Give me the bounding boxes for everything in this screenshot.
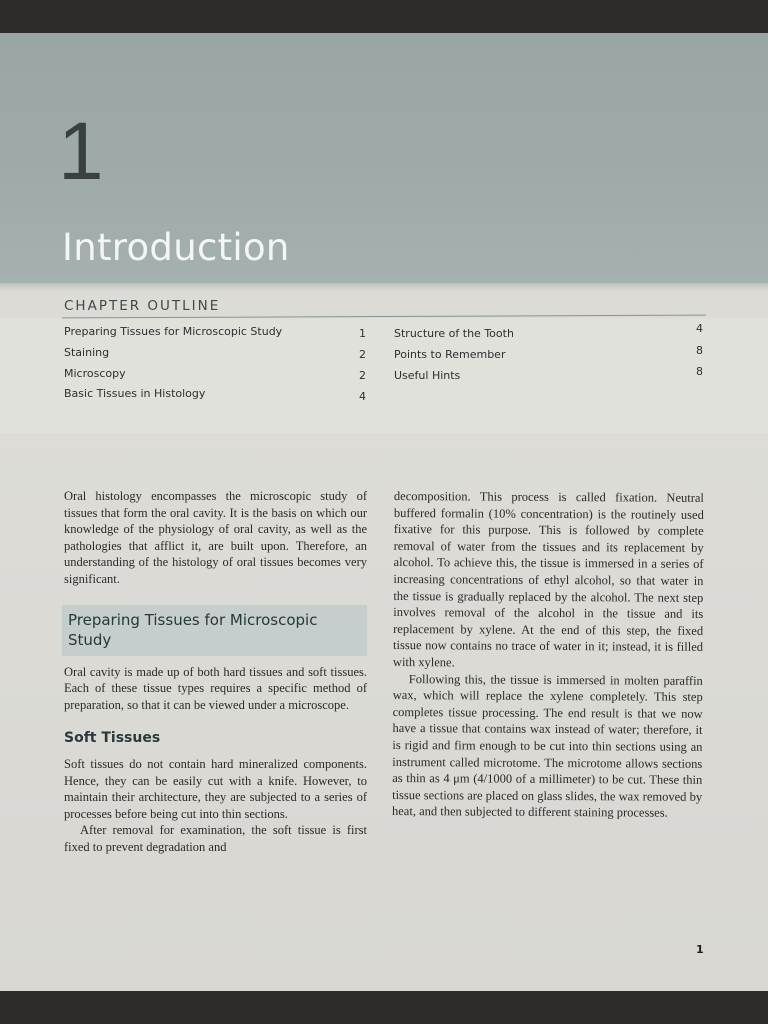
toc-item: Microscopy: [64, 367, 126, 380]
toc-page: 2: [359, 348, 366, 361]
book-page: [0, 33, 768, 991]
toc-item: Basic Tissues in Histology: [64, 387, 206, 400]
body-column-left: [64, 488, 367, 856]
page-number: 1: [696, 943, 704, 956]
toc-page: 8: [696, 365, 703, 378]
subsection-heading: Soft Tissues: [64, 730, 161, 747]
body-column-right: [392, 488, 704, 822]
soft-tissues-paragraph-2: After removal for examination, the soft tissue is first fixed to prevent degradation and: [64, 823, 367, 854]
chapter-title: Introduction: [62, 226, 290, 269]
section-paragraph: Oral cavity is made up of both hard tissues and soft tissues. Each of these tissue types requires a specific method of preparation, so that it can be viewed under a microscope.: [64, 664, 367, 712]
intro-paragraph: Oral histology encompasses the microscopic study of tissues that form the oral cavity. It is the basis on which our knowledge of the physiology of oral cavity, as well as the pathologies that afflict it, are built upon. Therefore, an understanding of the histology of oral tissues becomes very significant.: [64, 489, 367, 586]
paraffin-paragraph: Following this, the tissue is immersed in molten paraffin wax, which will replace the xylene completely. This step completes tissue processing. The end result is that we now have a tissue that contains wax instead of water; therefore, it is rigid and firm enough to be cut into thin sections using an instrument called microtome. The microtome allows sections as thin as 4 μm (4/1000 of a millimeter) to be cut. These thin tissue sections are placed on glass slides, the wax removed by heat, and then subjected to different staining processes.: [391, 671, 703, 820]
chapter-number: 1: [58, 106, 104, 197]
fixation-paragraph: decomposition. This process is called fixation. Neutral buffered formalin (10% concentration) is the routinely used fixative for this purpose. This is followed by complete removal of water from the tissues and its replacement by alcohol. To achieve this, the tissue is immersed in a series of increasing concentrations of ethyl alcohol, so that water in the tissue is gradually replaced by the alcohol. The next step involves removal of the alcohol in the tissue and its replacement by xylene. At the end of this step, the fixed tissue now contains no trace of water in it; instead, it is filled with xylene.: [392, 488, 704, 670]
toc-page: 4: [696, 322, 703, 335]
toc-item: Useful Hints: [394, 369, 461, 382]
toc-page: 1: [359, 327, 366, 340]
chapter-header-band: [0, 33, 768, 283]
chapter-outline-heading: CHAPTER OUTLINE: [64, 298, 221, 314]
toc-page: 8: [696, 344, 703, 357]
toc-item: Staining: [64, 346, 110, 359]
toc-item: Preparing Tissues for Microscopic Study: [64, 325, 283, 338]
section-heading: Preparing Tissues for Microscopic Study: [62, 605, 367, 656]
toc-item: Points to Remember: [394, 348, 506, 361]
toc-page: 2: [359, 369, 366, 382]
toc-page: 4: [359, 390, 366, 403]
toc-item: Structure of the Tooth: [394, 327, 514, 340]
soft-tissues-paragraph: Soft tissues do not contain hard mineralized components. Hence, they can be easily cut with a knife. However, to maintain their architecture, they are subjected to a series of processes before being cut into thin sections.: [64, 756, 367, 821]
